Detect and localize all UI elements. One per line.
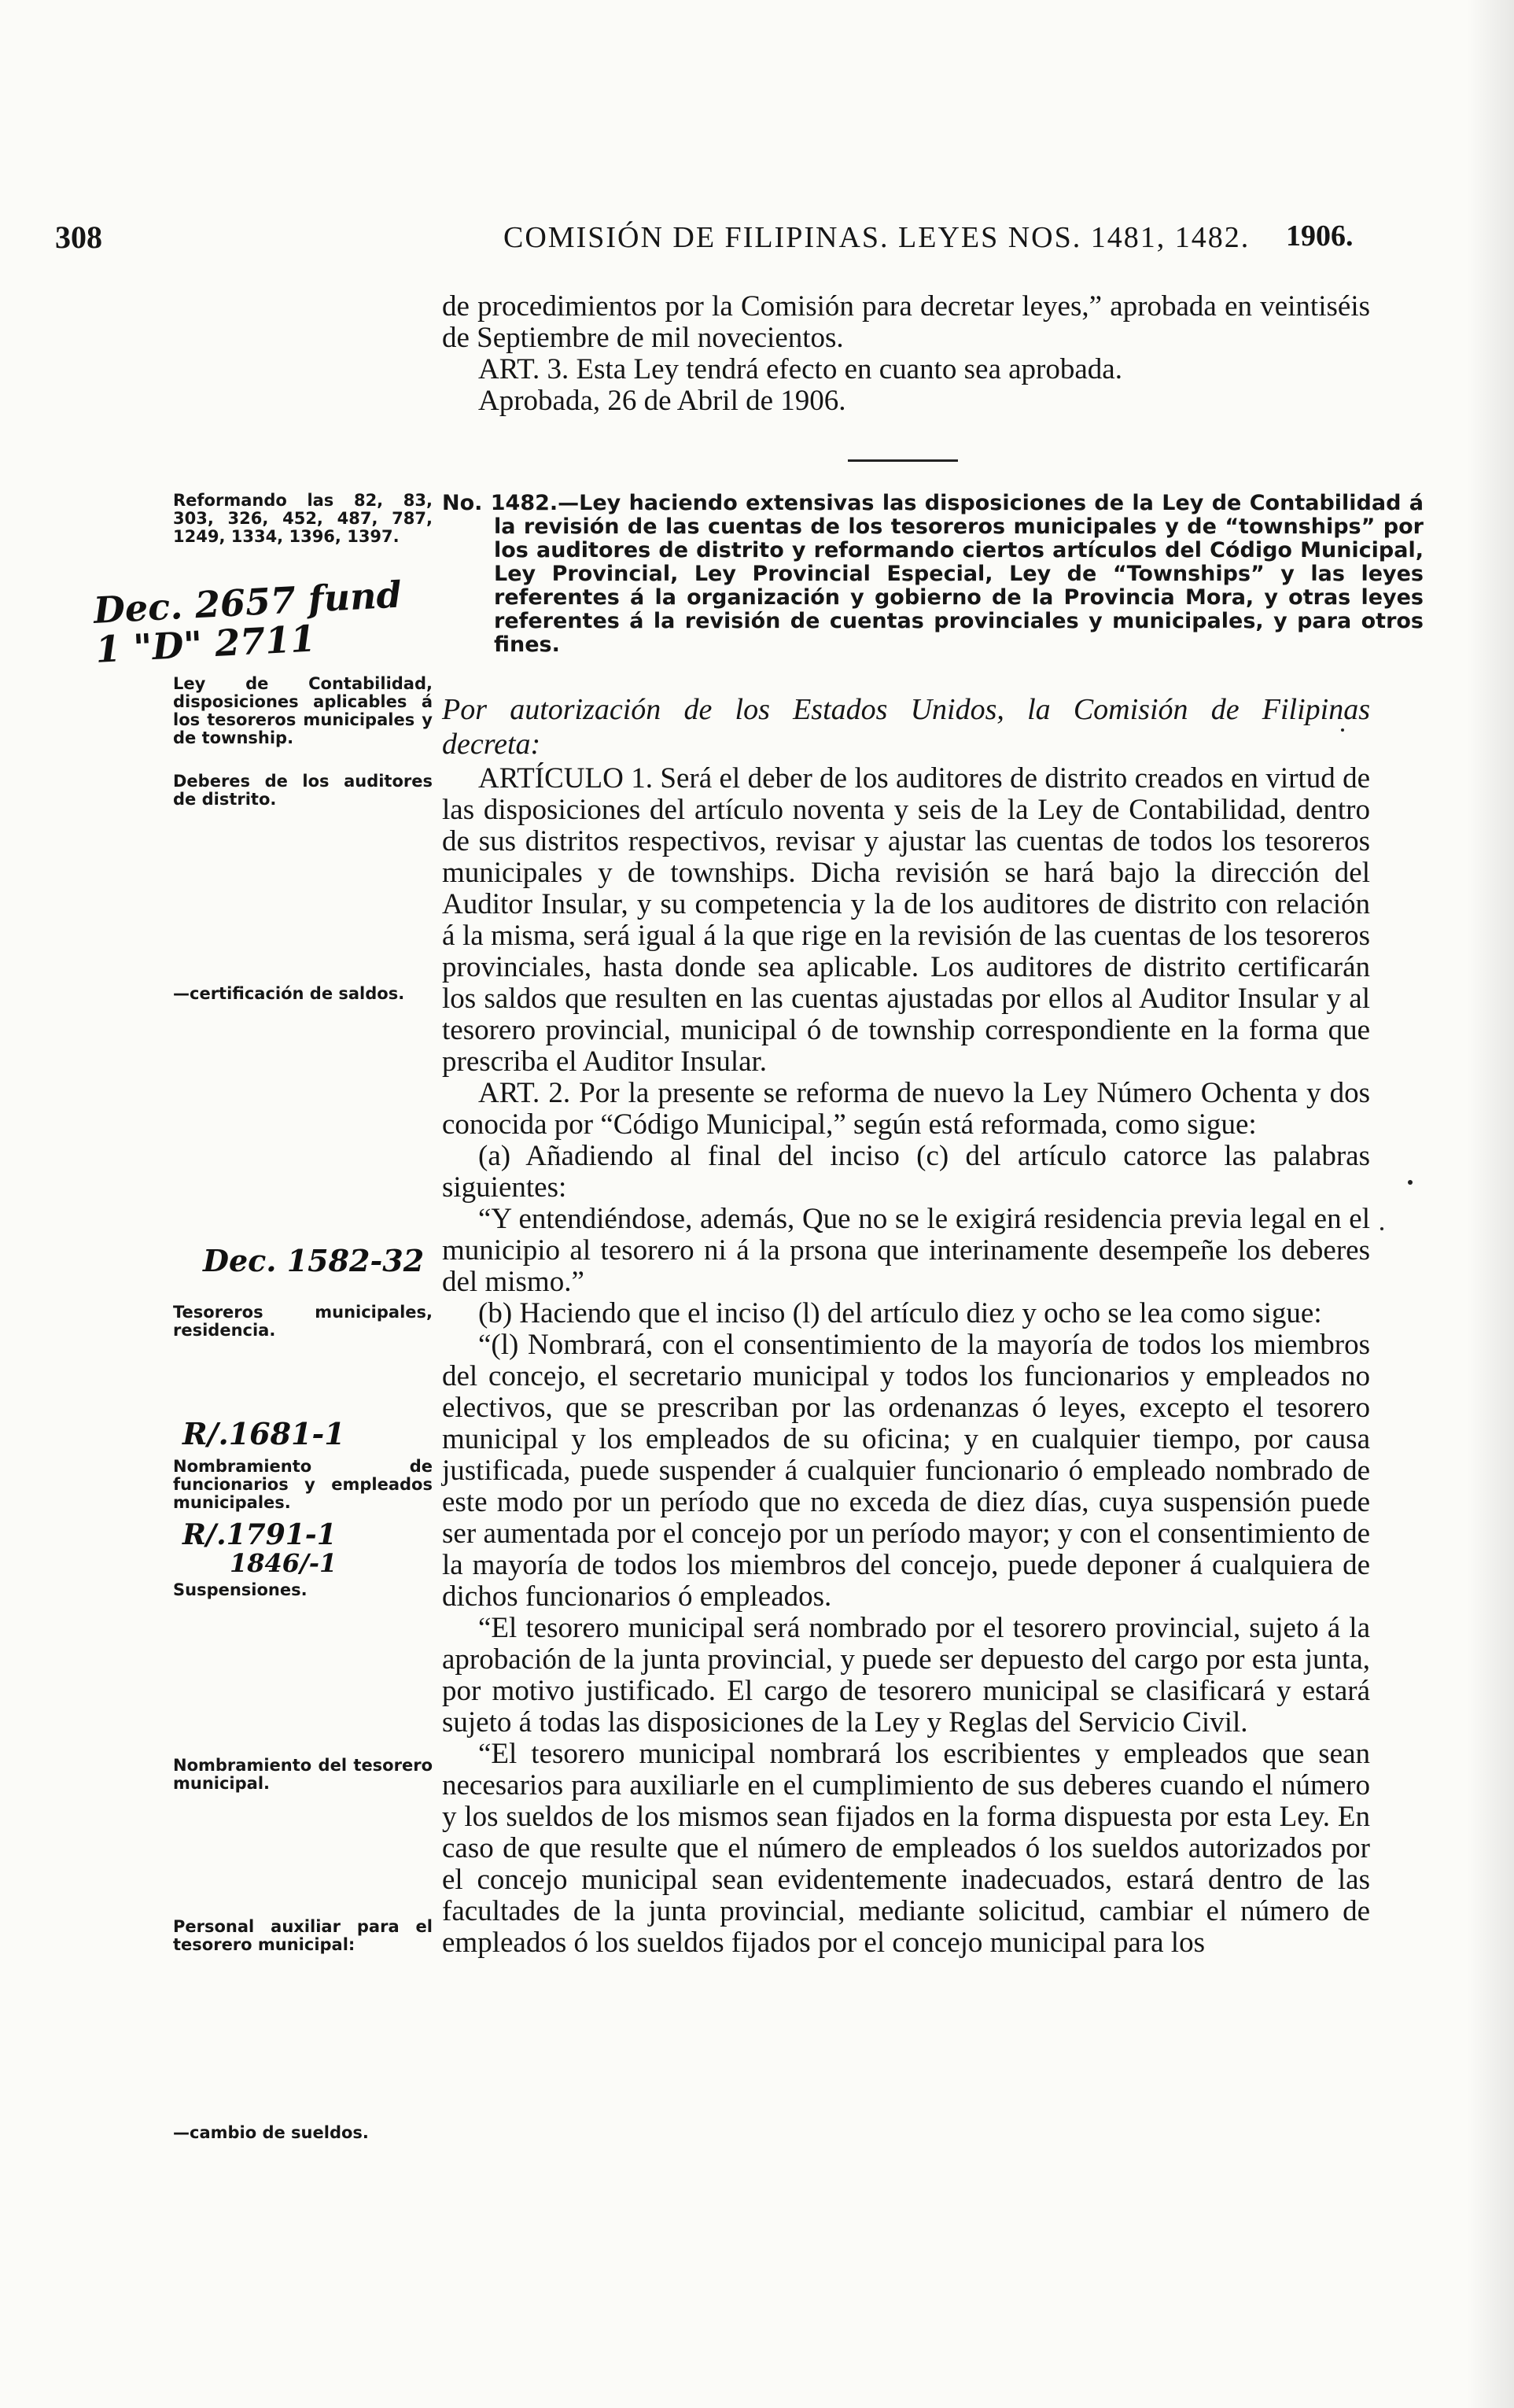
enacting-line-2: decreta:: [442, 728, 541, 761]
amendment-a-intro: (a) Añadiendo al final del inciso (c) del artículo catorce las palabras siguientes:: [442, 1140, 1370, 1204]
handwritten-note-2: Dec. 1582-32: [203, 1243, 425, 1278]
page-number: 308: [55, 219, 102, 255]
margin-note-aux-staff: Personal auxiliar para el tesorero municipal:: [173, 1917, 433, 1954]
continuation-paragraph: de procedimientos por la Comisión para decretar leyes,” aprobada en veintiséis de Septiembre de mil novecientos.: [442, 290, 1370, 354]
article-3: ART. 3. Esta Ley tendrá efecto en cuanto sea aprobada.: [478, 353, 1122, 385]
previous-law-ending: [442, 291, 1370, 417]
article-1-label: ARTÍCULO 1.: [478, 762, 653, 795]
approval-date: Aprobada, 26 de Abril de 1906.: [478, 385, 846, 417]
page-edge-shadow: [1467, 0, 1514, 2408]
page-header: [55, 219, 1361, 266]
enacting-clause: [442, 692, 1370, 761]
handwritten-note-3: R/.1681-1: [182, 1416, 345, 1451]
margin-note-treasurer-appointment: Nombramiento del tesorero municipal.: [173, 1756, 433, 1793]
speck: [1341, 728, 1344, 732]
margin-note-salary-change: —cambio de sueldos.: [173, 2123, 369, 2142]
margin-note-appointment: Nombramiento de funcionarios y empleados municipales.: [173, 1457, 433, 1512]
amendment-b-quote-1: “(l) Nombrará, con el consentimiento de la mayoría de todos los miembros del concejo, el secretario municipal y todos los funcionarios y empleados no electivos, que se prescriban por las ordenanzas ó leyes, excepto el tesorero municipal y los empleados de su oficina; y en cualquier tiempo, por causa justificada, puede suspender á cualquier funcionario ó empleado nombrado de este modo por un período que no exceda de diez días, cuya suspensión puede ser aumentada por el concejo por un período mayor; y con el consentimiento de la mayoría de todos los miembros del concejo, puede deponer á cualquiera de dichos funcionarios ó empleados.: [442, 1329, 1370, 1613]
margin-note-residence: Tesoreros municipales, residencia.: [173, 1303, 433, 1340]
amendment-b-quote-3: “El tesorero municipal nombrará los escribientes y empleados que sean necesarios para auxiliarle en el cumplimiento de sus deberes cuando el número y los sueldos de los mismos sean fijados en la forma dispuesta por esta Ley. En caso de que resulte que el número de empleados ó los sueldos autorizados por el concejo municipal sean evidentemente inadecuados, estará dentro de las facultades de la junta provincial, mediante solicitud, cambiar el número de empleados ó los sueldos fijados por el concejo municipal para los: [442, 1738, 1370, 1959]
article-2: ART. 2. Por la presente se reforma de nuevo la Ley Número Ochenta y dos conocida por “Código Municipal,” según está reformada, como sigue:: [442, 1077, 1370, 1141]
speck: [1408, 1180, 1413, 1185]
speck: [1380, 1227, 1383, 1230]
law-body: [442, 763, 1370, 1959]
amendment-b-intro: (b) Haciendo que el inciso (l) del artículo diez y ocho se lea como sigue:: [478, 1297, 1322, 1329]
handwritten-note-1: Dec. 2657 fund 1 "D" 2711: [92, 573, 403, 671]
header-year: 1906.: [1286, 219, 1354, 253]
amendment-a-quote: “Y entendiéndose, además, Que no se le exigirá residencia previa legal en el municipio al tesorero ni á la prsona que interinamente desempeñe los deberes del mismo.”: [442, 1203, 1370, 1298]
handwritten-note-5: 1846/-1: [230, 1548, 337, 1578]
margin-note-accounting: Ley de Contabilidad, disposiciones aplicables á los tesoreros municipales y de township.: [173, 674, 433, 747]
margin-note-certification: —certificación de saldos.: [173, 984, 405, 1003]
enacting-line-1: Por autorización de los Estados Unidos, la Comisión de Filipinas: [442, 693, 1370, 726]
amendment-b-quote-2: “El tesorero municipal será nombrado por el tesorero provincial, sujeto á la aprobación de la junta provincial, y puede ser depuesto del cargo por esta junta, por motivo justificado. El cargo de tesorero municipal se clasificará y estará sujeto á todas las disposiciones de la Ley y Reglas del Servicio Civil.: [442, 1612, 1370, 1739]
law-title: No. 1482.—Ley haciendo extensivas las disposiciones de la Ley de Contabilidad á la revisión de las cuentas de los tesoreros municipales y de “townships” por los auditores de distrito y reformando ciertos artículos del Código Municipal, Ley Provincial, Ley Provincial Especial, Ley de “Townships” y las leyes referentes á la organización y gobierno de la Provincia Mora, y otras leyes referentes á la revisión de cuentas provinciales y municipales, y para otros fines.: [442, 491, 1424, 657]
margin-note-auditors: Deberes de los auditores de distrito.: [173, 772, 433, 809]
article-1: [442, 763, 1370, 1078]
running-title: COMISIÓN DE FILIPINAS. LEYES NOS. 1481, 1482.: [503, 221, 1251, 254]
section-divider: [848, 459, 958, 462]
article-1-text: Será el deber de los auditores de distrito creados en virtud de las disposiciones del artículo noventa y seis de la Ley de Contabilidad, dentro de sus distritos respectivos, revisar y ajustar las cuentas de todos los tesoreros municipales y de townships. Dicha revisión se hará bajo la dirección del Auditor Insular, y su competencia y la de los auditores de distrito con relación á la misma, será igual á la que rige en la revisión de las cuentas de los tesoreros provinciales, hasta donde sea aplicable. Los auditores de distrito certificarán los saldos que resulten en las cuentas ajustadas por ellos al Auditor Insular y al tesorero provincial, municipal ó de township correspondiente en la forma que prescriba el Auditor Insular.: [442, 762, 1371, 1078]
margin-note-suspensions: Suspensiones.: [173, 1580, 308, 1599]
margin-note-amends: Reformando las 82, 83, 303, 326, 452, 487, 787, 1249, 1334, 1396, 1397.: [173, 491, 433, 546]
handwritten-note-4: R/.1791-1: [182, 1518, 337, 1551]
